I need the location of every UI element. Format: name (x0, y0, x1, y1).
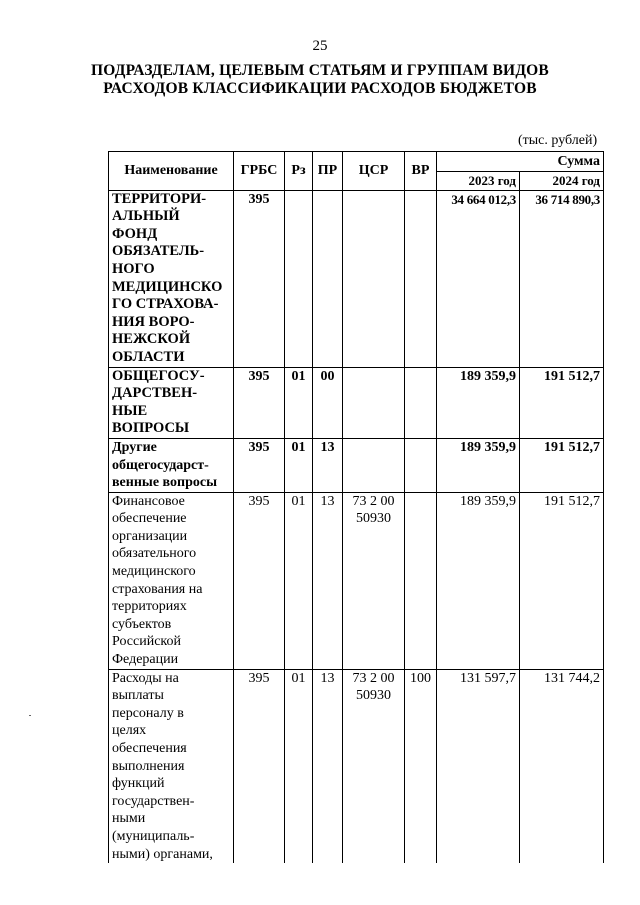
cell-name-line: страхования на (112, 581, 203, 597)
cell-grbs (234, 492, 285, 669)
header-csr: ЦСР (343, 152, 405, 191)
cell-csr (343, 438, 405, 492)
cell-vr (405, 190, 437, 367)
cell-rz (285, 669, 313, 863)
cell-2023 (437, 367, 520, 438)
cell-name-line: обеспечения (112, 741, 187, 756)
heading-line-1: ПОДРАЗДЕЛАМ, ЦЕЛЕВЫМ СТАТЬЯМ И ГРУППАМ ВИДОВ (91, 62, 549, 79)
header-year-2024: 2024 год (520, 172, 604, 191)
cell-pr (313, 492, 343, 669)
cell-name-line: ВОПРОСЫ (112, 420, 190, 437)
cell-name-line: Российской (112, 634, 181, 650)
cell-2023-value: 189 359,9 (460, 439, 516, 455)
cell-rz (285, 190, 313, 367)
cell-name-line: ОБЯЗАТЕЛЬ- (112, 243, 205, 260)
cell-grbs (234, 190, 285, 367)
table-row (109, 438, 604, 492)
cell-2023-value: 189 359,9 (460, 368, 516, 384)
cell-name (109, 492, 234, 669)
cell-name-line: ТЕРРИТОРИ- (112, 190, 207, 207)
margin-mark (29, 715, 31, 716)
heading-line-2: РАСХОДОВ КЛАССИФИКАЦИИ РАСХОДОВ БЮДЖЕТОВ (103, 80, 537, 97)
cell-name-line: целях (112, 723, 147, 739)
cell-grbs-value: 395 (248, 493, 270, 509)
cell-name-line: персоналу в (112, 705, 184, 721)
cell-pr (313, 669, 343, 863)
cell-pr-value: 00 (320, 368, 335, 384)
cell-2024 (520, 190, 604, 367)
table-row (109, 190, 604, 367)
cell-csr-line: 73 2 00 (352, 670, 395, 686)
cell-name-line: венные вопросы (112, 475, 218, 491)
header-pr: ПР (313, 152, 343, 191)
cell-2023-value: 189 359,9 (460, 493, 516, 509)
cell-rz-value: 01 (291, 493, 306, 509)
cell-csr (343, 492, 405, 669)
cell-2024 (520, 492, 604, 669)
cell-name-line: Другие (112, 439, 157, 455)
cell-name-line: государствен- (112, 793, 195, 809)
table-row (109, 669, 604, 863)
cell-name-line: МЕДИЦИНСКО (112, 278, 223, 295)
page-heading (0, 62, 640, 98)
cell-name-line: ными) органами, (112, 846, 213, 862)
cell-pr (313, 190, 343, 367)
cell-pr (313, 367, 343, 438)
cell-name (109, 190, 234, 367)
cell-name-line: НЕЖСКОЙ (112, 331, 191, 348)
cell-2024 (520, 669, 604, 863)
cell-name-line: АЛЬНЫЙ (112, 208, 180, 225)
cell-csr (343, 190, 405, 367)
cell-grbs (234, 438, 285, 492)
cell-2023 (437, 190, 520, 367)
cell-name-line: ГО СТРАХОВА- (112, 296, 219, 313)
cell-name-line: НЫЕ (112, 402, 148, 419)
cell-grbs-value: 395 (248, 368, 270, 384)
cell-name-line: Федерации (112, 652, 179, 668)
cell-grbs-value: 395 (248, 191, 270, 207)
cell-rz (285, 438, 313, 492)
cell-2024 (520, 367, 604, 438)
table-row (109, 367, 604, 438)
cell-name-line: (муниципаль- (112, 828, 195, 844)
cell-csr-line: 73 2 00 (352, 493, 395, 509)
cell-grbs (234, 367, 285, 438)
cell-2024 (520, 438, 604, 492)
cell-vr (405, 438, 437, 492)
cell-name (109, 669, 234, 863)
cell-vr (405, 669, 437, 863)
cell-2023-value: 34 664 012,3 (451, 191, 516, 207)
expenses-table (108, 151, 604, 863)
cell-rz-value: 01 (291, 670, 306, 686)
cell-rz (285, 367, 313, 438)
header-name: Наименование (109, 152, 234, 191)
cell-grbs-value: 395 (248, 670, 270, 686)
table-body (109, 190, 604, 863)
cell-2023 (437, 492, 520, 669)
cell-name-line: ОБЩЕГОСУ- (112, 367, 205, 384)
cell-rz (285, 492, 313, 669)
cell-2023 (437, 438, 520, 492)
cell-grbs-value: 395 (248, 439, 270, 455)
page-number: 25 (312, 38, 328, 54)
cell-name-line: Финансовое (112, 493, 185, 509)
cell-name-line: общегосударст- (112, 457, 209, 473)
cell-name (109, 438, 234, 492)
cell-pr-value: 13 (320, 670, 335, 686)
cell-name-line: территориях (112, 599, 187, 615)
header-vr: ВР (405, 152, 437, 191)
cell-name-line: выплаты (112, 688, 164, 704)
cell-csr-line: 50930 (356, 688, 391, 704)
cell-name-line: обязательного (112, 546, 197, 562)
header-grbs: ГРБС (234, 152, 285, 191)
cell-name-line: ными (112, 811, 146, 827)
cell-2023-value: 131 597,7 (460, 670, 516, 686)
cell-name-line: НИЯ ВОРО- (112, 313, 195, 330)
cell-name-line: субъектов (112, 616, 172, 632)
header-year-2023: 2023 год (437, 172, 520, 191)
cell-rz-value: 01 (291, 439, 306, 455)
cell-name-line: медицинского (112, 564, 196, 580)
cell-2024-value: 131 744,2 (544, 670, 600, 686)
units-label: (тыс. рублей) (518, 133, 598, 148)
cell-name-line: выполнения (112, 758, 185, 774)
cell-csr-line: 50930 (356, 511, 391, 527)
header-sum: Сумма (437, 152, 604, 172)
cell-grbs (234, 669, 285, 863)
cell-name-line: обеспечение (112, 511, 187, 527)
cell-name-line: НОГО (112, 260, 155, 277)
cell-vr (405, 492, 437, 669)
cell-vr-value: 100 (410, 670, 431, 686)
table-row (109, 492, 604, 669)
cell-2024-value: 36 714 890,3 (535, 191, 600, 207)
cell-name-line: ДАРСТВЕН- (112, 385, 198, 402)
cell-pr-value: 13 (320, 439, 335, 455)
cell-name (109, 367, 234, 438)
cell-csr (343, 367, 405, 438)
cell-pr (313, 438, 343, 492)
cell-name-line: функций (112, 776, 165, 792)
cell-2024-value: 191 512,7 (544, 368, 600, 384)
cell-csr (343, 669, 405, 863)
cell-pr-value: 13 (320, 493, 335, 509)
cell-name-line: ФОНД (112, 225, 158, 242)
cell-2024-value: 191 512,7 (544, 439, 600, 455)
cell-name-line: организации (112, 528, 188, 544)
cell-name-line: ОБЛАСТИ (112, 348, 185, 365)
cell-2023 (437, 669, 520, 863)
cell-rz-value: 01 (291, 368, 306, 384)
header-rz: Рз (285, 152, 313, 191)
cell-vr (405, 367, 437, 438)
cell-name-line: Расходы на (112, 670, 179, 686)
cell-2024-value: 191 512,7 (544, 493, 600, 509)
